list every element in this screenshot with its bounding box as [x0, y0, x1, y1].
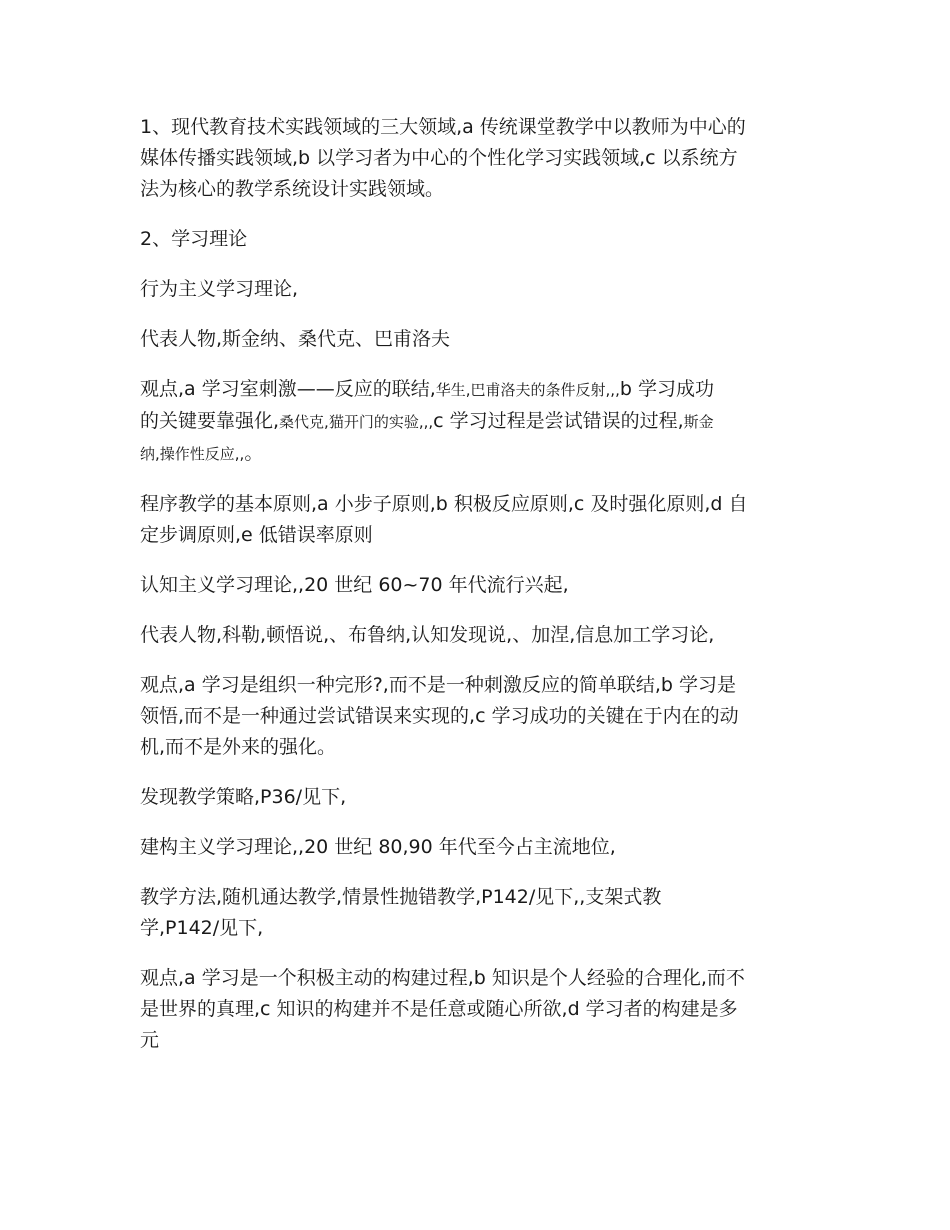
text-line	[140, 374, 812, 406]
text-line: 机,而不是外来的强化。	[140, 736, 337, 758]
section-heading-learning-theory	[140, 224, 812, 255]
text-line: 定步调原则,e 低错误率原则	[140, 524, 373, 546]
text-line	[140, 438, 812, 470]
text-line: 行为主义学习理论,	[140, 278, 299, 300]
paragraph-practice-fields	[140, 112, 812, 205]
text-run: c 学习过程是尝试错误的过程,	[433, 410, 684, 432]
paragraph-discovery-strategy	[140, 782, 812, 813]
paragraph-behaviorism-representatives	[140, 324, 812, 355]
text-run: 的关键要靠强化,	[140, 410, 280, 432]
text-line: 观点,a 学习是一个积极主动的构建过程,b 知识是个人经验的合理化,而不	[140, 967, 745, 989]
text-line: 建构主义学习理论,,20 世纪 80,90 年代至今占主流地位,	[140, 836, 616, 858]
text-run: b 学习成功	[619, 378, 714, 400]
subheading-constructivism	[140, 832, 812, 863]
paragraph-teaching-methods	[140, 882, 812, 944]
text-line: 代表人物,斯金纳、桑代克、巴甫洛夫	[140, 328, 451, 350]
text-line: 观点,a 学习是组织一种完形?,而不是一种刺激反应的简单联结,b 学习是	[140, 674, 736, 696]
paragraph-programmed-instruction	[140, 489, 812, 551]
text-line: 发现教学策略,P36/见下,	[140, 786, 347, 808]
text-run-small: 斯金	[683, 413, 714, 431]
text-line: 媒体传播实践领域,b 以学习者为中心的个性化学习实践领域,c 以系统方	[140, 147, 738, 169]
text-run-small: 桑代克,猫开门的实验,,,	[279, 413, 434, 431]
paragraph-behaviorism-viewpoints	[140, 374, 812, 470]
text-line: 领悟,而不是一种通过尝试错误来实现的,c 学习成功的关键在于内在的动	[140, 705, 739, 727]
text-run: 观点,a 学习室刺激——反应的联结,	[140, 378, 436, 400]
text-run-small: 纳,操作性反应,,	[140, 445, 245, 463]
paragraph-cognitivism-representatives	[140, 620, 812, 651]
text-line: 法为核心的教学系统设计实践领域。	[140, 178, 445, 200]
subheading-behaviorism	[140, 274, 812, 305]
text-line: 是世界的真理,c 知识的构建并不是任意或随心所欲,d 学习者的构建是多	[140, 998, 738, 1020]
text-run: 。	[244, 442, 264, 464]
paragraph-cognitivism-viewpoints	[140, 670, 812, 763]
paragraph-constructivism-viewpoints	[140, 963, 812, 1056]
text-line: 元	[140, 1029, 160, 1051]
text-line: 认知主义学习理论,,20 世纪 60~70 年代流行兴起,	[140, 574, 569, 596]
text-line: 程序教学的基本原则,a 小步子原则,b 积极反应原则,c 及时强化原则,d 自	[140, 493, 748, 515]
text-line: 1、现代教育技术实践领域的三大领域,a 传统课堂教学中以教师为中心的	[140, 116, 746, 138]
subheading-cognitivism	[140, 570, 812, 601]
text-line: 2、学习理论	[140, 228, 248, 250]
text-line: 教学方法,随机通达教学,情景性抛错教学,P142/见下,,支架式教	[140, 886, 662, 908]
text-line: 代表人物,科勒,顿悟说,、布鲁纳,认知发现说,、加涅,信息加工学习论,	[140, 624, 715, 646]
text-line	[140, 406, 812, 438]
text-run-small: 华生,巴甫洛夫的条件反射,,,	[435, 381, 620, 399]
document-page	[140, 112, 812, 1075]
text-line: 学,P142/见下,	[140, 917, 264, 939]
